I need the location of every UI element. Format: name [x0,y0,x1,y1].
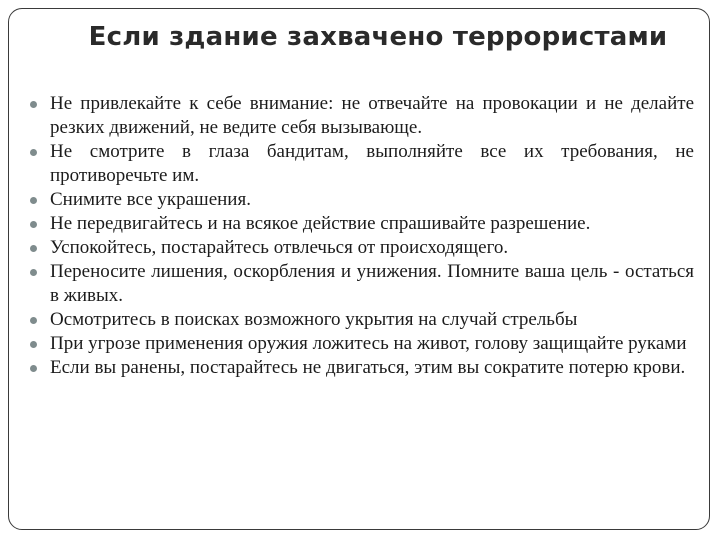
bullet-item [28,356,694,380]
bullet-text: Снимите все украшения. [50,189,251,210]
bullet-text: Не смотрите в глаза бандитам, выполняйте все их требования, не противоречьте им. [50,141,694,186]
bullet-dot-icon [30,269,37,276]
bullet-dot-icon [30,197,37,204]
bullet-dot-icon [30,341,37,348]
bullet-item [28,260,694,308]
bullet-item [28,332,694,356]
bullet-text: Не передвигайтесь и на всякое действие спрашивайте разрешение. [50,213,591,234]
bullet-dot-icon [30,245,37,252]
bullet-dot-icon [30,149,37,156]
bullet-text: Если вы ранены, постарайтесь не двигаться, этим вы сократите потерю крови. [50,357,686,378]
bullet-item [28,188,694,212]
bullet-item [28,92,694,140]
slide-title: Если здание захвачено террористами [88,22,668,52]
bullet-item [28,308,694,332]
bullet-item [28,140,694,188]
bullet-text: Переносите лишения, оскорбления и унижения. Помните ваша цель - остаться в живых. [50,261,694,306]
bullet-item [28,236,694,260]
bullet-dot-icon [30,317,37,324]
bullet-text: Не привлекайте к себе внимание: не отвечайте на провокации и не делайте резких движений, не ведите себя вызывающе. [50,93,694,138]
bullet-dot-icon [30,221,37,228]
bullet-text: Осмотритесь в поисках возможного укрытия на случай стрельбы [50,309,578,330]
bullet-dot-icon [30,365,37,372]
bullet-text: Успокойтесь, постарайтесь отвлечься от происходящего. [50,237,509,258]
bullet-text: При угрозе применения оружия ложитесь на живот, голову защищайте руками [50,333,687,354]
bullet-dot-icon [30,101,37,108]
bullet-list [28,92,694,380]
bullet-item [28,212,694,236]
